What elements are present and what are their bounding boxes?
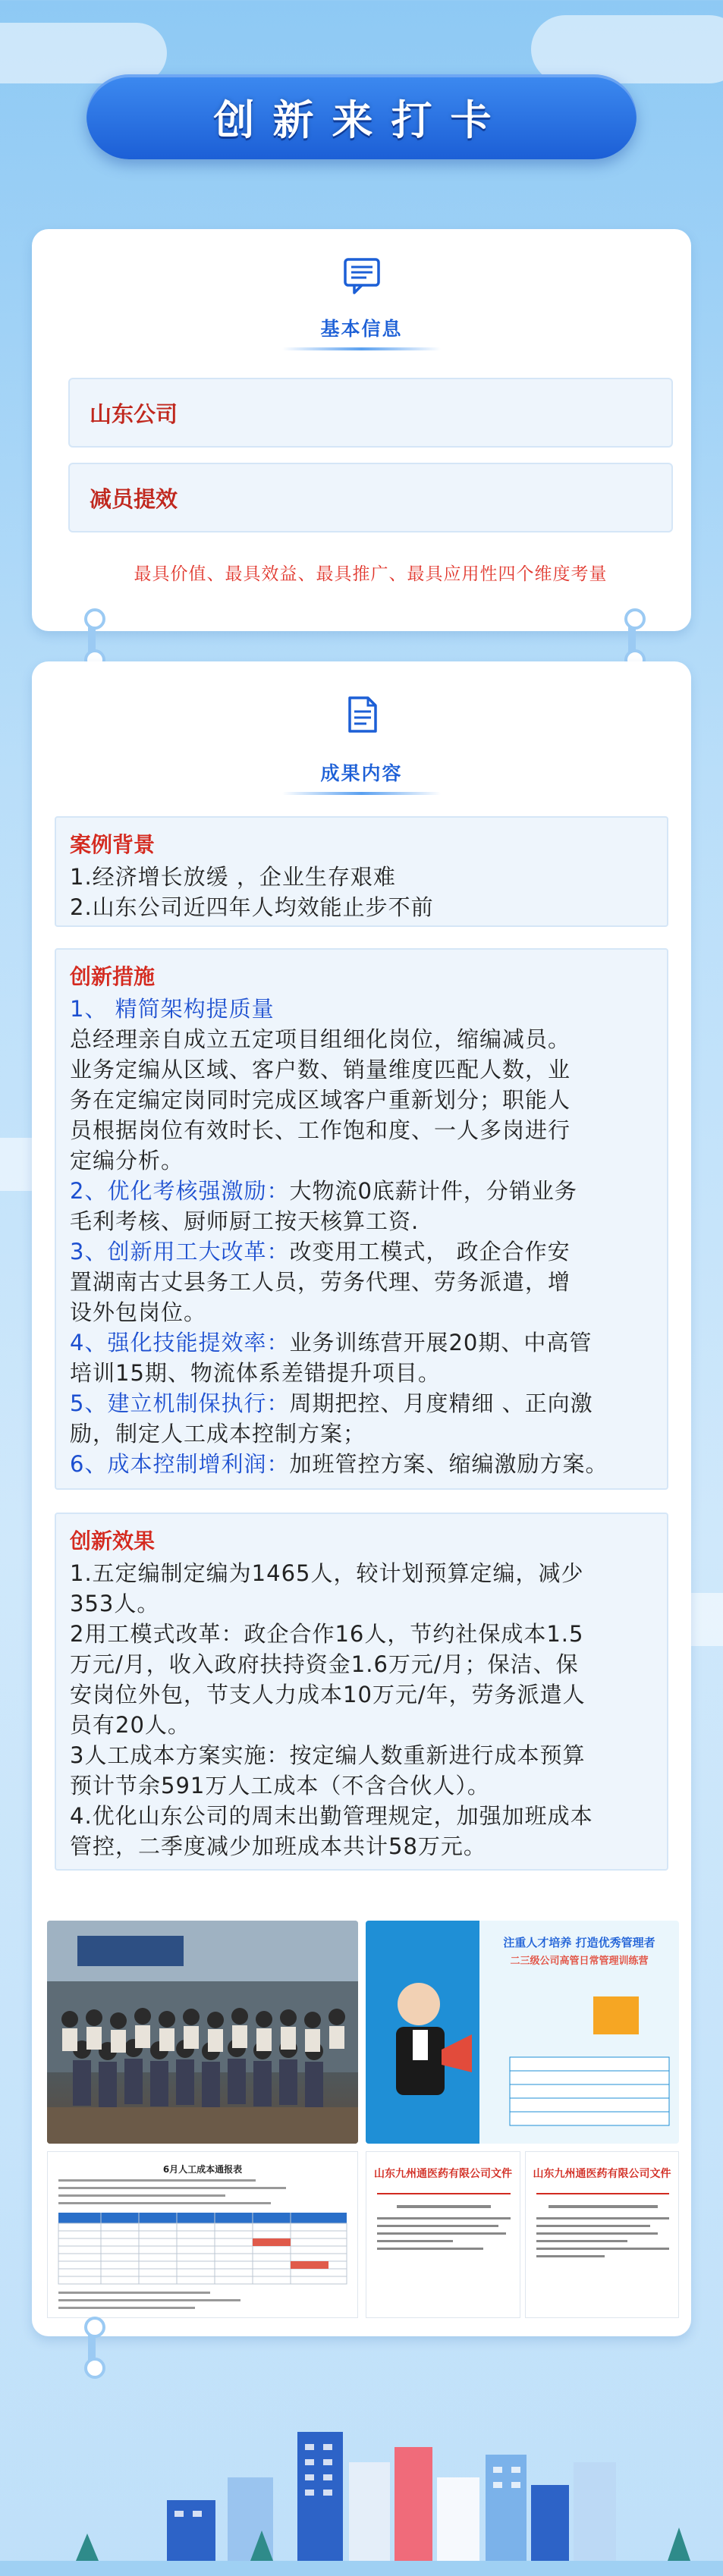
training-poster (366, 1921, 679, 2144)
basic-info-heading: 基本信息 (320, 318, 403, 340)
city-skyline-illustration (0, 2348, 723, 2576)
measure-text: 业务训练营开展20期、中高管 (289, 1330, 593, 1356)
measure-text: 周期把控、月度精细 、正向激 (289, 1390, 593, 1416)
measure-heading: 4、强化技能提效率： (70, 1330, 290, 1356)
project-field: 减员提效 (68, 463, 673, 532)
card-connector (628, 613, 636, 666)
innovation-effects-title: 创新效果 (70, 1528, 156, 1553)
group-photo (47, 1921, 358, 2144)
company-document-2 (525, 2151, 679, 2318)
effect-line: 管控，二季度减少加班成本共计58万元。 (70, 1833, 486, 1859)
case-background-block (55, 816, 668, 927)
measure-line: 培训15期、物流体系差错提升项目。 (70, 1360, 441, 1386)
evaluation-hint: 最具价值、最具效益、最具推广、最具应用性四个维度考量 (134, 564, 608, 584)
document-body-graphic (366, 2152, 521, 2319)
document-header-2: 山东九州通医药有限公司文件 (533, 2168, 671, 2180)
innovation-measures-title: 创新措施 (70, 964, 156, 989)
measure-line: 设外包岗位。 (70, 1299, 207, 1325)
poster-title-2: 二三级公司高管日常管理训练营 (510, 1956, 649, 1967)
effect-line: 预计节余591万人工成本（不含合伙人）。 (70, 1773, 490, 1798)
measure-heading: 1、 精简架构提质量 (70, 996, 275, 1022)
effect-line: 2用工模式改革：政企合作16人，节约社保成本1.5 (70, 1621, 584, 1647)
effect-line: 4.优化山东公司的周末出勤管理规定，加强加班成本 (70, 1803, 593, 1829)
page-title: 创新来打卡 (213, 96, 510, 144)
measure-line: 员根据岗位有效时长、工作饱和度、一人多岗进行 (70, 1117, 571, 1143)
measure-line: 定编分析。 (70, 1148, 184, 1173)
measure-line: 置湖南古丈县务工人员，劳务代理、劳务派遣，增 (70, 1269, 571, 1295)
company-document-1 (366, 2151, 520, 2318)
group-photo-image (47, 1921, 358, 2144)
cost-table-graphic (48, 2152, 359, 2319)
chat-document-icon (342, 256, 382, 296)
effect-line: 3人工成本方案实施：按定编人数重新进行成本预算 (70, 1742, 586, 1768)
effect-line: 万元/月，收入政府扶持资金1.6万元/月；保洁、保 (70, 1651, 579, 1677)
measure-line: 毛利考核、厨师厨工按天核算工资. (70, 1208, 420, 1234)
document-icon (342, 695, 382, 734)
effect-line: 353人。 (70, 1591, 160, 1616)
card-connector (88, 613, 96, 666)
cost-report-document (47, 2151, 358, 2318)
measure-line: 业务定编从区域、客户数、销量维度匹配人数，业 (70, 1057, 571, 1082)
measure-heading: 2、优化考核强激励： (70, 1178, 290, 1204)
background-line: 1.经济增长放缓 ，企业生存艰难 (70, 864, 396, 890)
measure-text: 加班管控方案、缩编激励方案。 (289, 1451, 608, 1477)
measure-line: 务在定编定岗同时完成区域客户重新划分；职能人 (70, 1087, 571, 1113)
results-heading: 成果内容 (320, 762, 403, 784)
measure-line (70, 1176, 653, 1206)
measure-line (70, 1449, 653, 1479)
heading-divider (282, 792, 441, 795)
measure-line (70, 1327, 653, 1358)
measure-text: 大物流0底薪计件，分销业务 (289, 1178, 577, 1204)
measure-heading: 3、创新用工大改革： (70, 1239, 290, 1264)
poster-title-1: 注重人才培养 打造优秀管理者 (503, 1936, 655, 1949)
document-body-graphic (526, 2152, 680, 2319)
cost-table-title: 6月人工成本通报表 (162, 2164, 243, 2175)
measure-line: 励，制定人工成本控制方案； (70, 1421, 366, 1447)
measure-heading: 5、建立机制保执行： (70, 1390, 290, 1416)
innovation-measures-block (55, 948, 668, 1490)
measure-line: 总经理亲自成立五定项目组细化岗位，缩编减员。 (70, 1026, 571, 1052)
results-card (32, 661, 691, 2336)
effect-line: 安岗位外包，节支人力成本10万元/年，劳务派遣人 (70, 1682, 586, 1707)
measure-heading: 6、成本控制增利润： (70, 1451, 290, 1477)
background-line: 2.山东公司近四年人均效能止步不前 (70, 894, 434, 920)
measure-line (70, 1388, 653, 1418)
company-field: 山东公司 (68, 378, 673, 448)
measure-text: 改变用工模式， 政企合作安 (289, 1239, 571, 1264)
effect-line: 员有20人。 (70, 1712, 190, 1738)
case-background-title: 案例背景 (70, 832, 156, 857)
measure-line (70, 1236, 653, 1267)
innovation-effects-block (55, 1513, 668, 1871)
document-header-1: 山东九州通医药有限公司文件 (374, 2168, 512, 2180)
heading-divider (282, 347, 441, 350)
effect-line: 1.五定编制定编为1465人，较计划预算定编，减少 (70, 1560, 584, 1586)
title-banner (86, 74, 637, 159)
basic-info-card (32, 229, 691, 631)
cloud-decoration (531, 15, 723, 83)
